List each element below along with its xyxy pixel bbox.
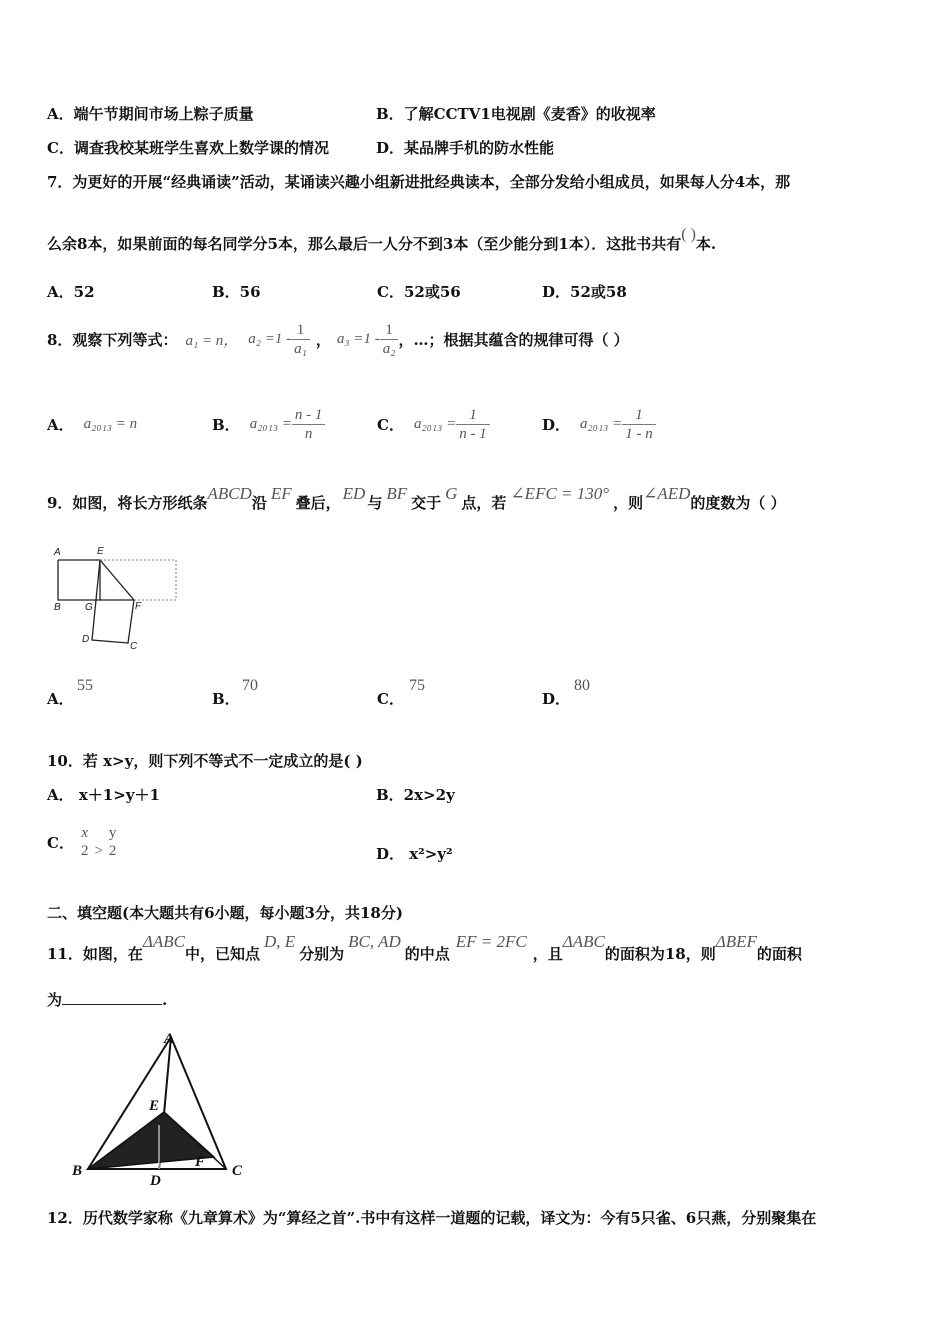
q10-option-c-frac-y <box>106 824 120 860</box>
q10-option-c-x: x <box>81 825 89 841</box>
q8-eq2-fraction <box>291 321 310 358</box>
q10-option-c-frac-x <box>78 824 92 860</box>
q11-text-2: 中，已知点 <box>184 945 260 963</box>
q8-option-b-label: B． <box>212 415 240 434</box>
q8-option-b-lhs: a₂₀₁₃ = <box>249 415 292 432</box>
q11-fig-label-f: F <box>195 1154 206 1170</box>
q10-option-c-den2: 2 <box>108 843 117 859</box>
q11-text-5: ，且 <box>532 945 563 963</box>
q8-option-a <box>47 400 137 448</box>
q9-option-a-label: A． <box>47 690 74 708</box>
q6-option-d: D．某品牌手机的防水性能 <box>376 139 555 157</box>
q11-fig-label-d: D <box>150 1173 161 1189</box>
q7-line1: 7．为更好的开展“经典诵读”活动，某诵读兴趣小组新进批经典读本，全部分发给小组成员，如果每人分4本，那 <box>47 173 791 191</box>
q9-fig-label-c: C <box>130 641 138 652</box>
q9-option-a-value: 55 <box>77 677 93 694</box>
q11-math-bc-ad: BC, AD <box>348 932 401 951</box>
q8-option-d <box>542 400 656 448</box>
q11-line2 <box>47 989 167 1010</box>
q9-text-3: 叠后， <box>295 493 341 512</box>
q9-math-ef: EF <box>270 484 292 503</box>
q8-prefix: 8．观察下列等式： <box>47 330 178 349</box>
q9-text-5: 交于 <box>411 493 442 512</box>
q9-math-angle-aed: ∠AED <box>643 484 691 503</box>
q11-fig-label-a: A <box>164 1031 175 1047</box>
q8-option-d-lhs: a₂₀₁₃ = <box>580 415 623 432</box>
q8-option-d-den: 1 - n <box>625 425 653 442</box>
q11-answer-blank[interactable] <box>62 990 162 1005</box>
q11-fig-label-c: C <box>232 1163 243 1179</box>
q9-text-2: 沿 <box>251 493 267 512</box>
q11-text-4: 的中点 <box>404 945 450 963</box>
q7-option-a: A．52 <box>47 283 95 301</box>
q10-option-a: A． x＋1>y＋1 <box>47 786 160 804</box>
q10-stem: 10．若 x>y，则下列不等式不一定成立的是( ) <box>47 752 363 770</box>
q8-eq2-num: 1 <box>291 321 310 340</box>
q8-eq3-num: 1 <box>380 321 399 340</box>
q11-fig-label-b: B <box>72 1163 83 1179</box>
q10-option-c-gt: > <box>94 842 103 859</box>
q11-math-abc-1: ΔABC <box>142 932 185 951</box>
q9-option-c-value: 75 <box>409 677 425 694</box>
q8-option-d-num: 1 <box>622 406 656 425</box>
q8-option-a-label: A． <box>47 415 74 434</box>
q6-option-c: C．调查我校某班学生喜欢上数学课的情况 <box>47 139 329 157</box>
q8-eq1: a₁ = n， <box>185 332 239 349</box>
q9-fig-rect-left <box>58 560 100 600</box>
q11-text-7: 的面积 <box>756 945 802 963</box>
q9-text-6: 点，若 <box>461 493 507 512</box>
q9-stem <box>47 482 786 522</box>
q9-fig-label-d: D <box>82 634 90 645</box>
q9-fig-folded-part <box>92 560 134 643</box>
q11-text-1: 11．如图，在 <box>47 945 143 963</box>
q9-text-7: ，则 <box>613 493 644 512</box>
q8-option-d-label: D． <box>542 415 571 434</box>
q9-option-b-label: B． <box>212 690 240 708</box>
q9-option-c-label: C． <box>377 690 404 708</box>
q8-eq3-den: a₂ <box>382 340 396 357</box>
q9-fig-fold-ef <box>100 560 134 600</box>
q9-option-d-label: D． <box>542 690 571 708</box>
q11-line2-text: 为 <box>47 991 63 1009</box>
q8-option-c-den: n - 1 <box>459 425 487 442</box>
q11-text-6: 的面积为18，则 <box>604 945 716 963</box>
q9-fig-label-g: G <box>85 602 93 613</box>
q12-line1: 12．历代数学家称《九章算术》为“算经之首”.书中有这样一道题的记载，译文为：今有5只雀、6只燕，分别聚集在 <box>47 1209 817 1227</box>
q8-option-c-fraction <box>456 406 490 443</box>
q9-text-1: 9．如图，将长方形纸条 <box>47 493 208 512</box>
q8-option-c <box>377 400 490 448</box>
q10-option-c-label: C． <box>47 833 74 852</box>
q9-math-bf: BF <box>386 484 408 503</box>
q8-suffix: ，…；根据其蕴含的规律可得（ ） <box>398 330 629 349</box>
q9-fig-label-f: F <box>135 601 142 612</box>
q9-fig-label-e: E <box>97 546 104 557</box>
q9-math-ed: ED <box>342 484 366 503</box>
q10-option-c-den1: 2 <box>80 843 89 859</box>
q9-math-g: G <box>445 484 458 503</box>
q9-fig-dashed-original <box>100 560 176 600</box>
q9-option-d-value: 80 <box>574 677 590 694</box>
q11-text-3: 分别为 <box>299 945 345 963</box>
q9-fig-label-a: A <box>54 547 61 558</box>
q8-option-c-num: 1 <box>456 406 490 425</box>
q8-option-b-fraction <box>292 406 326 443</box>
q10-option-c <box>47 818 119 866</box>
q8-option-b-den: n <box>304 425 313 442</box>
q7-option-d: D．52或58 <box>542 283 627 301</box>
q8-eq3-lhs: a₃ =1 - <box>336 330 380 347</box>
q9-text-8: 的度数为（ ） <box>690 493 786 512</box>
q8-option-d-fraction <box>622 406 656 443</box>
q7-line2-text: 么余8本，如果前面的每名同学分5本，那么最后一人分不到3本（至少能分到1本）．这批书共有 <box>47 235 682 253</box>
q8-option-c-label: C． <box>377 415 404 434</box>
q9-fig-label-b: B <box>54 602 61 613</box>
q9-option-b-value: 70 <box>242 677 258 694</box>
q10-option-b: B．2x>2y <box>376 786 455 804</box>
q8-stem: 8．观察下列等式： a₁ = n， a₂ =1 - $\frac{1}{\text{a₁}}$ ， a₃ =1 - $\frac{1}{\text{a₂}}$ ，…；根据其蕴含的规律可得（ ） <box>47 321 629 357</box>
q11-math-abc-2: ΔABC <box>562 932 605 951</box>
q11-stem <box>47 930 802 964</box>
q7-line2 <box>47 226 717 254</box>
q6-option-a: A．端午节期间市场上粽子质量 <box>47 105 254 123</box>
q7-option-b: B．56 <box>212 283 261 301</box>
q8-eq3-fraction <box>380 321 399 358</box>
q8-option-c-lhs: a₂₀₁₃ = <box>413 415 457 432</box>
q9-math-abcd: ABCD <box>207 484 252 503</box>
q7-answer-paren: ( ) <box>681 226 696 243</box>
q11-fig-label-e: E <box>149 1098 160 1114</box>
q8-option-b <box>212 400 325 448</box>
q8-eq2-den: a₁ <box>294 340 307 357</box>
q8-eq2-lhs: a₂ =1 - <box>248 330 292 347</box>
q11-figure <box>68 1025 258 1190</box>
q6-option-b: B．了解CCTV1电视剧《麦香》的收视率 <box>376 105 656 123</box>
q11-line2-end: . <box>162 991 168 1009</box>
q8-option-b-num: n - 1 <box>292 406 326 425</box>
q9-figure <box>48 543 188 655</box>
q10-option-c-y: y <box>108 825 117 841</box>
q8-option-a-expr: a₂₀₁₃ = n <box>83 415 138 432</box>
q11-math-de: D, E <box>263 932 296 951</box>
q11-math-bef: ΔBEF <box>715 932 757 951</box>
q11-math-ef-2fc: EF = 2FC <box>455 932 527 951</box>
q9-math-angle-efc: ∠EFC = 130° <box>510 484 610 503</box>
q7-line2-end: 本. <box>695 235 717 253</box>
q7-option-c: C．52或56 <box>377 283 461 301</box>
q10-option-d: D． x²>y² <box>376 845 453 863</box>
q9-text-4: 与 <box>367 493 383 512</box>
section-2-heading: 二、填空题(本大题共有6小题，每小题3分，共18分) <box>47 904 403 922</box>
